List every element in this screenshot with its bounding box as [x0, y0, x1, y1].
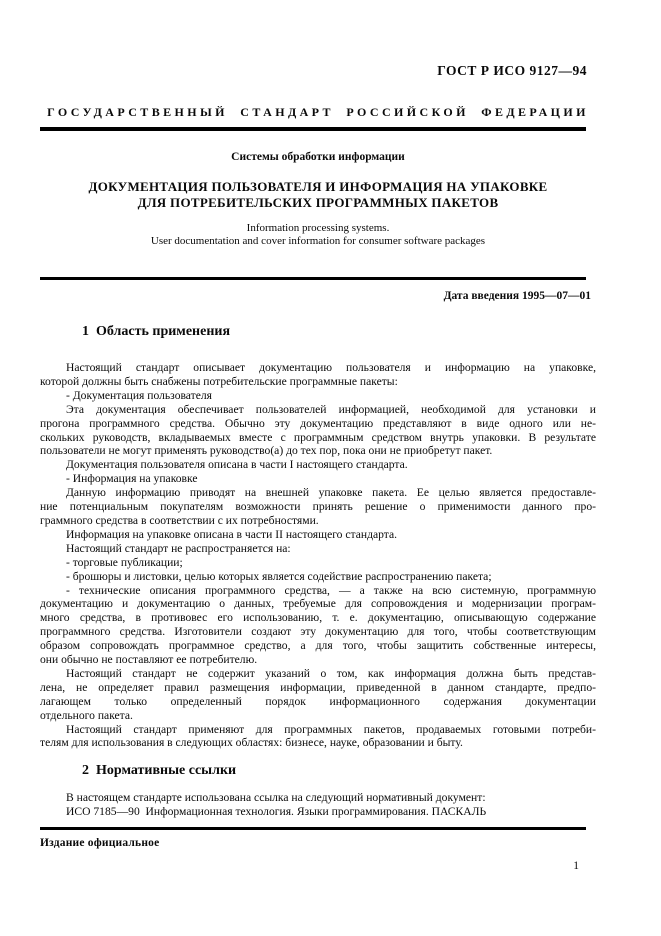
text-line: которой должны быть снабжены потребительские программные пакеты: [40, 374, 398, 388]
content-column [40, 0, 596, 873]
paragraph [40, 723, 596, 751]
text-line: прогона программного средства. Обычно эту документацию представляют в виде одного или не- [40, 416, 596, 430]
text-line: граммного средства в соответствии с их потребностями. [40, 513, 319, 527]
section-heading: 1 Область применения [82, 324, 231, 339]
text-line: документацию и документацию о данных, требуемые для сопровождения и модернизации програм- [40, 597, 596, 611]
title-en-line-2: User documentation and cover information for consumer software packages [150, 234, 486, 247]
standard-code: ГОСТ Р ИСО 9127—94 [437, 63, 587, 78]
effective-date: Дата введения 1995—07—01 [443, 290, 591, 302]
paragraph [40, 389, 596, 403]
text-line: Настоящий стандарт не распространяется на: [66, 541, 291, 555]
paragraph [40, 667, 596, 723]
text-line: телям для использования в следующих областях: бизнесе, науке, образовании и быту. [40, 736, 463, 750]
title-ru-line-1: ДОКУМЕНТАЦИЯ ПОЛЬЗОВАТЕЛЯ И ИНФОРМАЦИЯ НА УПАКОВКЕ [88, 179, 548, 194]
paragraph [40, 472, 596, 486]
text-line: лагающем только определенный порядок информационного содержания документации [40, 694, 596, 708]
horizontal-rule [40, 277, 586, 280]
text-line: Данную информацию приводят на внешней упаковке пакета. Ее целью является предоставле- [66, 486, 596, 500]
text-line: - Информация на упаковке [66, 472, 198, 486]
text-line: образом сопровождать программное средство, а для того, чтобы защитить собственные интересы, [40, 639, 596, 653]
text-line: лена, не определяет правил размещения информации, приведенной в данном стандарте, предпо- [40, 680, 596, 694]
paragraph [40, 570, 596, 584]
paragraph [40, 791, 596, 805]
text-line: Документация пользователя описана в части I настоящего стандарта. [66, 458, 408, 472]
text-line: - технические описания программного средства, — а также на всю системную, программную [66, 583, 596, 597]
title-ru-line-2: ДЛЯ ПОТРЕБИТЕЛЬСКИХ ПРОГРАММНЫХ ПАКЕТОВ [137, 195, 499, 210]
paragraph [40, 458, 596, 472]
text-line: - брошюры и листовки, целью которых является содействие распространению пакета; [66, 569, 492, 583]
title-en-line-1: Information processing systems. [246, 222, 390, 234]
text-line: Эта документация обеспечивает пользователей информацией, необходимой для установки и [66, 402, 596, 416]
document-title-en [40, 222, 596, 247]
paragraph [40, 584, 596, 667]
paragraph [40, 528, 596, 542]
document-body [40, 323, 596, 819]
page-number: 1 [573, 860, 579, 873]
text-line: Настоящий стандарт не содержит указаний о том, как информация должна быть представ- [66, 666, 596, 680]
text-line: они обычно не поставляют ее потребителю. [40, 653, 258, 667]
official-edition-note: Издание официальное [40, 837, 160, 850]
text-line: В настоящем стандарте использована ссылка на следующий нормативный документ: [66, 791, 486, 805]
text-line: - Документация пользователя [66, 388, 212, 402]
text-line: ние потенциальным покупателям возможности принять решение о применимости данного про- [40, 500, 596, 514]
text-line: программного средства. Изготовители создают эту документацию для того, чтобы соответствующим [40, 625, 596, 639]
section-heading: 2 Нормативные ссылки [82, 763, 237, 779]
text-line: Информация на упаковке описана в части II настоящего стандарта. [66, 527, 398, 541]
paragraph [40, 361, 596, 389]
subject-line: Системы обработки информации [231, 151, 405, 163]
paragraph [40, 542, 596, 556]
text-line: скольких руководств, вкладываемых вместе с программным средством внутрь упаковки. В результате [40, 430, 596, 444]
horizontal-rule [40, 827, 586, 830]
paragraph [40, 403, 596, 459]
horizontal-rule [40, 127, 586, 131]
paragraph [40, 556, 596, 570]
section [40, 762, 596, 819]
text-line: пользователи не могут применять руководство(а) до тех пор, пока они не приобретут пакет. [40, 444, 493, 458]
state-standard-header: ГОСУДАРСТВЕННЫЙ СТАНДАРТ РОССИЙСКОЙ ФЕДЕРАЦИИ [47, 105, 589, 119]
document-title-ru [40, 179, 596, 211]
text-line: Настоящий стандарт применяют для программных пакетов, продаваемых готовыми потреби- [66, 722, 596, 736]
paragraph [40, 486, 596, 528]
text-line: отдельного пакета. [40, 708, 133, 722]
text-line: много средства, в противовес его использованию, т. е. документацию, описывающую содержание [40, 611, 596, 625]
text-line: - торговые публикации; [66, 555, 183, 569]
text-line: ИСО 7185—90 Информационная технология. Языки программирования. ПАСКАЛЬ [66, 805, 487, 819]
section [40, 323, 596, 750]
paragraph [40, 805, 596, 819]
text-line: Настоящий стандарт описывает документацию пользователя и информацию на упаковке, [66, 361, 596, 374]
